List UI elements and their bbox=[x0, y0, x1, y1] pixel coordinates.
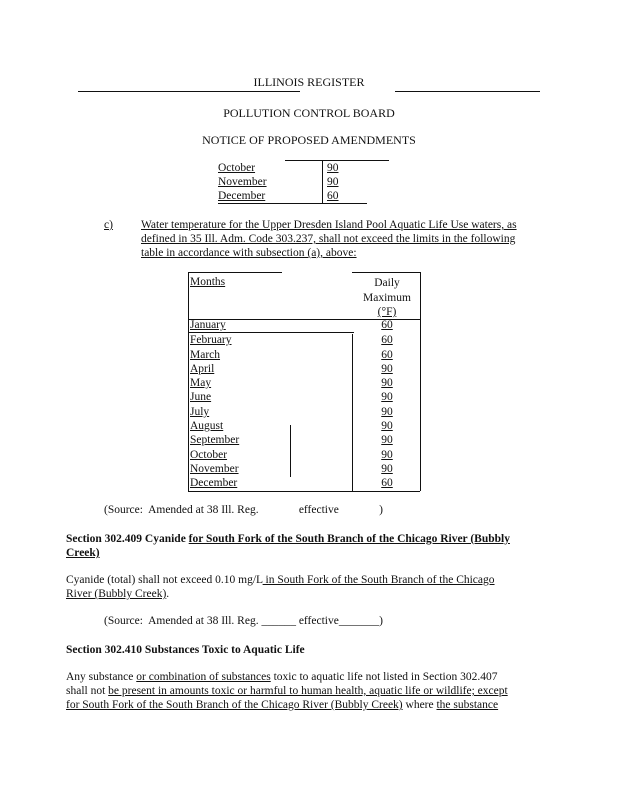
notice-title: NOTICE OF PROPOSED AMENDMENTS bbox=[202, 133, 416, 147]
table-column-divider bbox=[352, 334, 353, 491]
section-410-line-1: Any substance or combination of substances toxic to aquatic life not listed in Section 302.407 bbox=[66, 671, 498, 683]
table-row: September 90 bbox=[190, 434, 393, 447]
value-cell: 60 bbox=[323, 189, 368, 204]
col-header-months: Months bbox=[190, 276, 226, 288]
source-note-2: (Source: Amended at 38 Ill. Reg. ______ effective_______) bbox=[104, 615, 383, 627]
table-right-border bbox=[420, 272, 421, 491]
table-row bbox=[218, 175, 367, 189]
table-row: April 90 bbox=[190, 362, 393, 375]
agency-title: POLLUTION CONTROL BOARD bbox=[223, 106, 395, 120]
table-top-rule-right bbox=[352, 272, 420, 273]
table-stray-mark bbox=[290, 425, 291, 477]
table-row: December 60 bbox=[188, 476, 420, 491]
section-409-heading: Section 302.409 Cyanide for South Fork of the South Branch of the Chicago River (Bubbly bbox=[66, 533, 510, 545]
table-left-border bbox=[188, 272, 189, 491]
source-note-1: (Source: Amended at 38 Ill. Reg. effective ) bbox=[104, 504, 383, 516]
table-row bbox=[218, 189, 367, 204]
section-410-line-2: shall not be present in amounts toxic or harmful to human health, aquatic life or wildlife; except bbox=[66, 685, 508, 697]
section-410-heading: Section 302.410 Substances Toxic to Aquatic Life bbox=[66, 644, 305, 656]
month-cell: October bbox=[218, 161, 323, 175]
table-row bbox=[218, 161, 367, 175]
item-c-line-2: defined in 35 Ill. Adm. Code 303.237, shall not exceed the limits in the following bbox=[141, 233, 516, 245]
section-410-line-3: for South Fork of the South Branch of the Chicago River (Bubbly Creek) where the substance bbox=[66, 699, 499, 711]
table-row: August 90 bbox=[190, 420, 393, 433]
item-c-label: c) bbox=[104, 219, 113, 231]
month-cell: December bbox=[218, 189, 323, 204]
table-row: October 90 bbox=[190, 448, 393, 461]
item-c-line-3: table in accordance with subsection (a), above: bbox=[141, 247, 357, 259]
col-header-daily: Daily Maximum (°F) bbox=[363, 277, 411, 318]
table-row: January 60 bbox=[190, 319, 393, 332]
table-row: July 90 bbox=[190, 405, 393, 418]
table-row: March 60 bbox=[190, 348, 393, 361]
header-rule-left bbox=[78, 91, 300, 92]
table-row: November 90 bbox=[190, 462, 393, 475]
section-409-heading-line-2: Creek) bbox=[66, 547, 100, 559]
section-409-text-line-1: Cyanide (total) shall not exceed 0.10 mg/L in South Fork of the South Branch of the Chicago bbox=[66, 574, 495, 586]
section-409-text-line-2: River (Bubbly Creek). bbox=[66, 588, 170, 600]
temperature-rows bbox=[188, 318, 420, 492]
header-rule-right bbox=[395, 91, 540, 92]
item-c-line-1: Water temperature for the Upper Dresden Island Pool Aquatic Life Use waters, as bbox=[141, 219, 517, 231]
value-cell: 90 bbox=[327, 162, 339, 174]
table-row: February 60 bbox=[190, 334, 393, 347]
table-top-rule-left bbox=[188, 272, 282, 273]
table-row: May 90 bbox=[190, 377, 393, 390]
value-cell: 90 bbox=[327, 176, 339, 188]
month-cell: November bbox=[218, 175, 323, 189]
register-title: ILLINOIS REGISTER bbox=[253, 75, 365, 89]
top-table bbox=[218, 161, 367, 204]
table-row: June 90 bbox=[190, 391, 393, 404]
